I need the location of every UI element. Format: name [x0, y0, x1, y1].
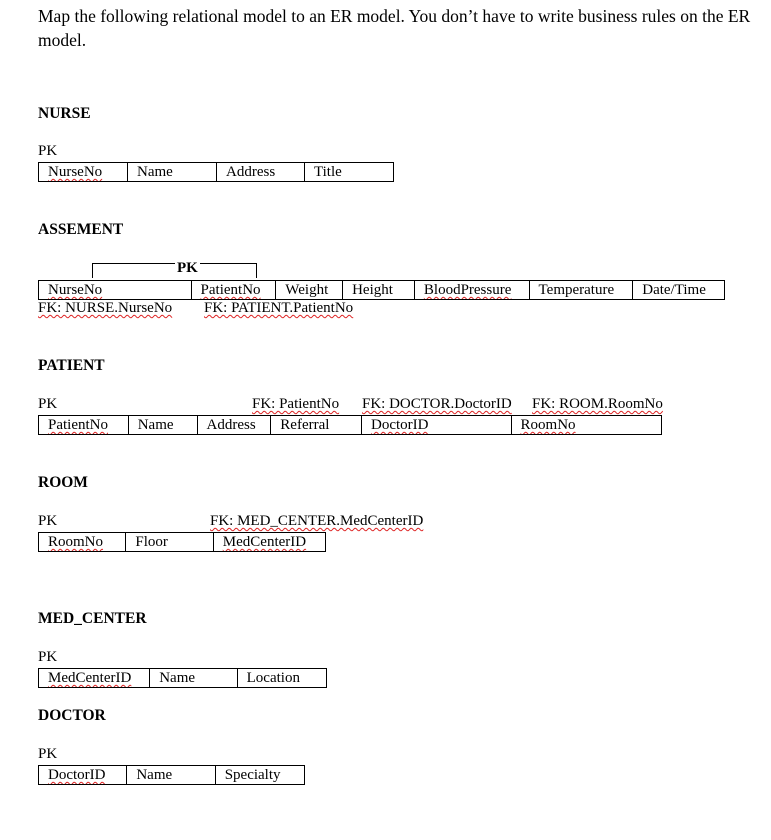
- instructions-text: Map the following relational model to an ER model. You don’t have to write business rules on the ER model.: [38, 6, 751, 50]
- patient-col-roomno: RoomNo: [520, 417, 576, 433]
- doctor-pk-label: PK: [38, 746, 58, 762]
- doctor-table-row: [38, 765, 305, 785]
- medcenter-col-medcenterid: MedCenterID: [39, 669, 150, 687]
- assessment-col-bloodpressure: BloodPressure: [415, 281, 530, 299]
- patient-col-referral: Referral: [271, 416, 362, 434]
- patient-table-title: PATIENT: [38, 357, 105, 374]
- medcenter-col-name: Name: [150, 669, 237, 687]
- medcenter-col-location: Location: [246, 670, 300, 686]
- nurse-table-row: [38, 162, 394, 182]
- assessment-fk-nurse: FK: NURSE.NurseNo: [38, 300, 173, 316]
- assessment-table-row: [38, 280, 725, 300]
- doctor-col-doctorid: DoctorID: [39, 766, 127, 784]
- nurse-col-title: Title: [314, 164, 342, 180]
- doctor-col-name: Name: [127, 766, 215, 784]
- room-table-row: [38, 532, 326, 552]
- nurse-col-nurseno: NurseNo: [39, 163, 128, 181]
- nurse-table-title: NURSE: [38, 105, 91, 122]
- assessment-col-nurseno: NurseNo: [39, 281, 192, 299]
- patient-fk-room: FK: ROOM.RoomNo: [532, 396, 663, 412]
- assessment-fk-patient: FK: PATIENT.PatientNo: [204, 300, 354, 316]
- patient-col-name: Name: [129, 416, 198, 434]
- patient-fk-doctor: FK: DOCTOR.DoctorID: [362, 396, 512, 412]
- patient-col-patientno: PatientNo: [39, 416, 129, 434]
- room-pk-label: PK: [38, 513, 58, 529]
- assessment-col-temperature: Temperature: [530, 281, 634, 299]
- nurse-pk-label: PK: [38, 143, 58, 159]
- doctor-col-specialty: Specialty: [224, 767, 281, 783]
- room-fk-medcenter: FK: MED_CENTER.MedCenterID: [210, 513, 424, 529]
- room-col-floor: Floor: [126, 533, 213, 551]
- assessment-col-weight: Weight: [276, 281, 343, 299]
- patient-pk-label: PK: [38, 396, 58, 412]
- room-table-title: ROOM: [38, 474, 88, 491]
- medcenter-pk-label: PK: [38, 649, 58, 665]
- patient-col-address: Address: [198, 416, 272, 434]
- medcenter-table-title: MED_CENTER: [38, 610, 147, 627]
- doctor-table-title: DOCTOR: [38, 707, 106, 724]
- assessment-pk-label: PK: [177, 260, 198, 276]
- nurse-col-name: Name: [128, 163, 217, 181]
- room-col-roomno: RoomNo: [39, 533, 126, 551]
- patient-col-doctorid: DoctorID: [362, 416, 512, 434]
- patient-table-row: [38, 415, 662, 435]
- assessment-table-title: ASSEMENT: [38, 221, 124, 238]
- assessment-col-height: Height: [343, 281, 415, 299]
- nurse-col-address: Address: [217, 163, 305, 181]
- patient-fk-patientno: FK: PatientNo: [252, 396, 340, 412]
- room-col-medcenterid: MedCenterID: [222, 534, 307, 550]
- medcenter-table-row: [38, 668, 327, 688]
- assessment-col-patientno: PatientNo: [192, 281, 277, 299]
- assessment-col-datetime: Date/Time: [642, 282, 706, 298]
